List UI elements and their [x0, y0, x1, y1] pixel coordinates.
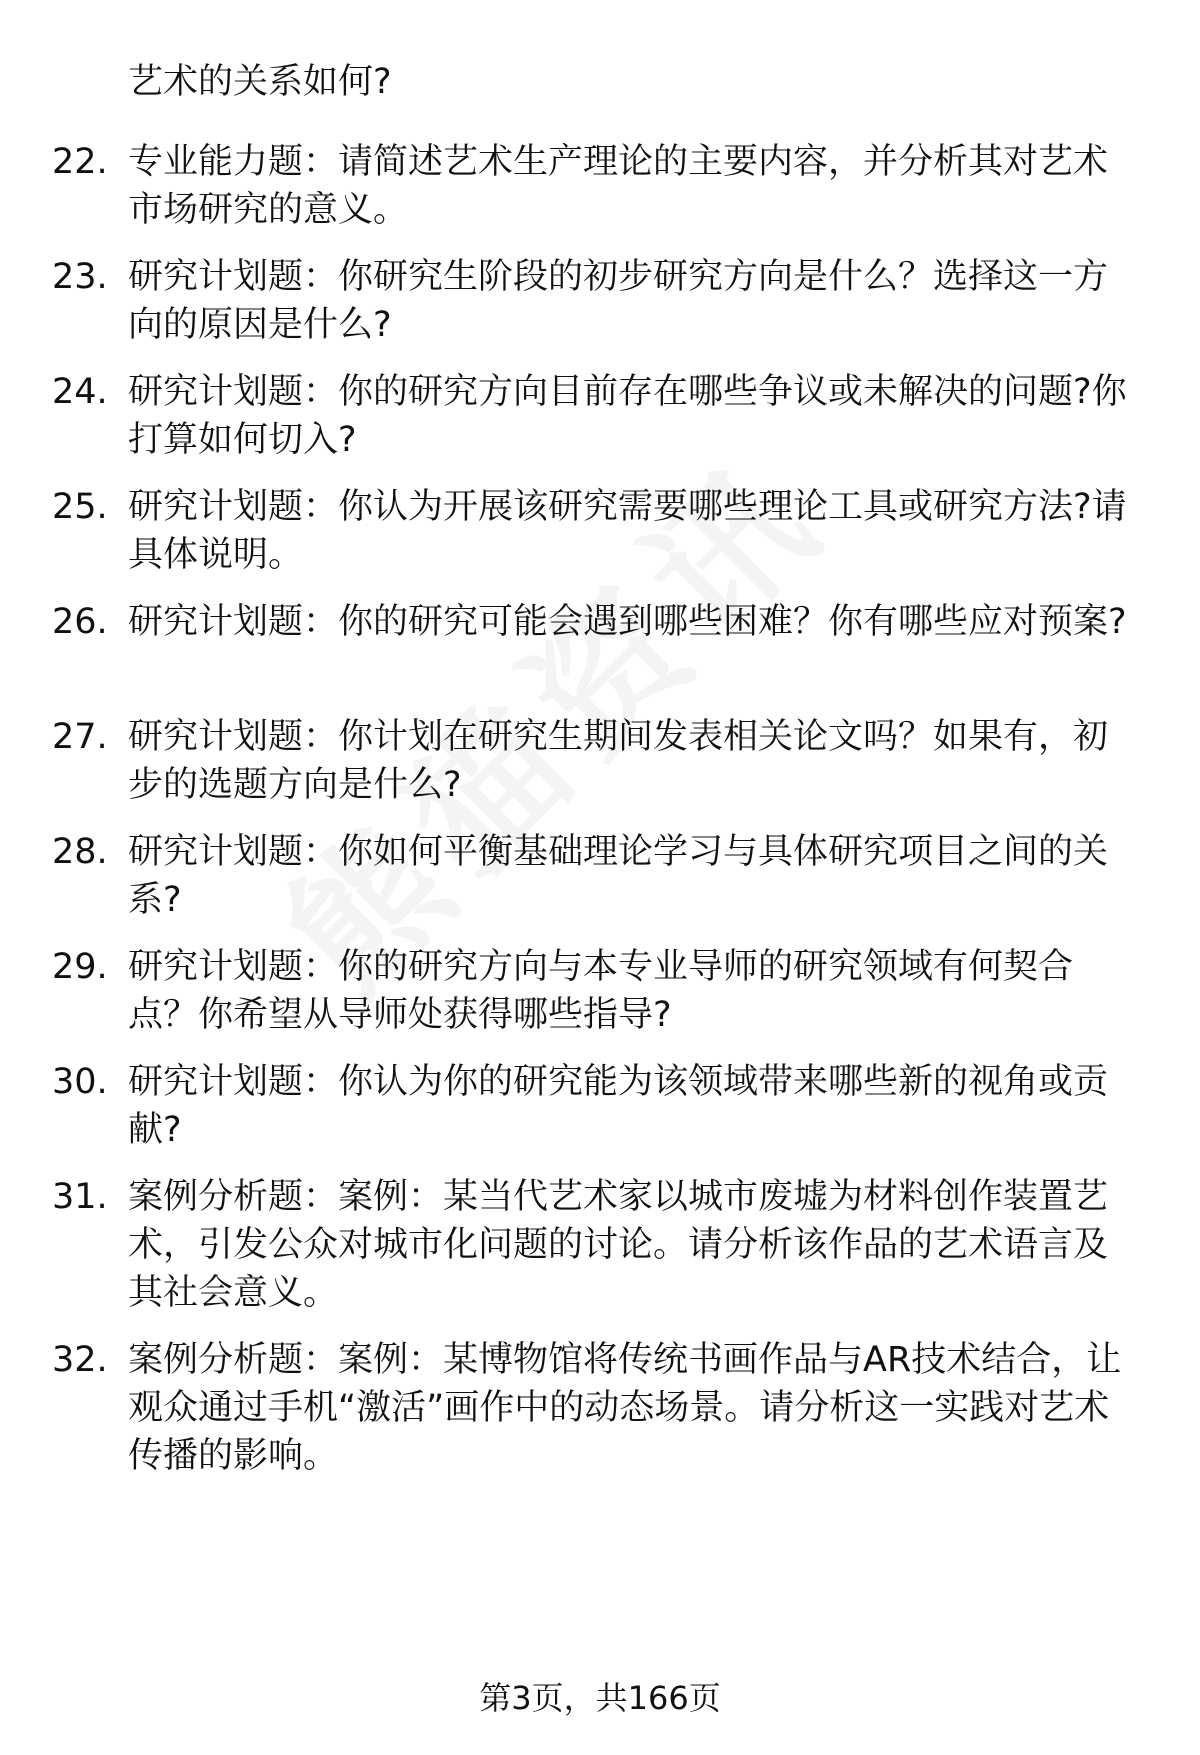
question-number: 27. — [52, 717, 108, 757]
question-number: 23. — [52, 257, 108, 297]
question-number: 32. — [52, 1340, 108, 1380]
question-number: 25. — [52, 487, 108, 527]
question-number: 31. — [52, 1177, 108, 1217]
question-number: 28. — [52, 832, 108, 872]
question-number: 24. — [52, 372, 108, 412]
question-number: 30. — [52, 1062, 108, 1102]
question-text: 案例分析题：案例：某博物馆将传统书画作品与AR技术结合，让观众通过手机“激活”画作中的动态场景。请分析这一实践对艺术传播的影响。 — [128, 1340, 1122, 1476]
question-number: 26. — [52, 602, 108, 642]
question-number: 29. — [52, 947, 108, 987]
question-text: 研究计划题：你如何平衡基础理论学习与具体研究项目之间的关系? — [128, 832, 1109, 920]
question-text: 案例分析题：案例：某当代艺术家以城市废墟为材料创作装置艺术，引发公众对城市化问题的讨论。请分析该作品的艺术语言及其社会意义。 — [128, 1177, 1109, 1313]
question-text: 研究计划题：你计划在研究生期间发表相关论文吗？如果有，初步的选题方向是什么? — [128, 717, 1109, 805]
question-text: 研究计划题：你认为你的研究能为该领域带来哪些新的视角或贡献? — [128, 1062, 1109, 1150]
page-footer: 第3页，共166页 — [479, 1679, 721, 1717]
question-number: 22. — [52, 142, 108, 182]
question-text: 研究计划题：你的研究方向目前存在哪些争议或未解决的问题?你打算如何切入? — [128, 372, 1127, 460]
question-text: 研究计划题：你认为开展该研究需要哪些理论工具或研究方法?请具体说明。 — [128, 487, 1127, 575]
question-text: 专业能力题：请简述艺术生产理论的主要内容，并分析其对艺术市场研究的意义。 — [128, 142, 1109, 230]
question-text: 研究计划题：你研究生阶段的初步研究方向是什么？选择这一方向的原因是什么? — [128, 257, 1109, 345]
question-text: 研究计划题：你的研究可能会遇到哪些困难？你有哪些应对预案? — [128, 602, 1127, 642]
continuation-text: 艺术的关系如何? — [128, 62, 392, 102]
question-text: 研究计划题：你的研究方向与本专业导师的研究领域有何契合点？你希望从导师处获得哪些指导? — [128, 947, 1074, 1035]
